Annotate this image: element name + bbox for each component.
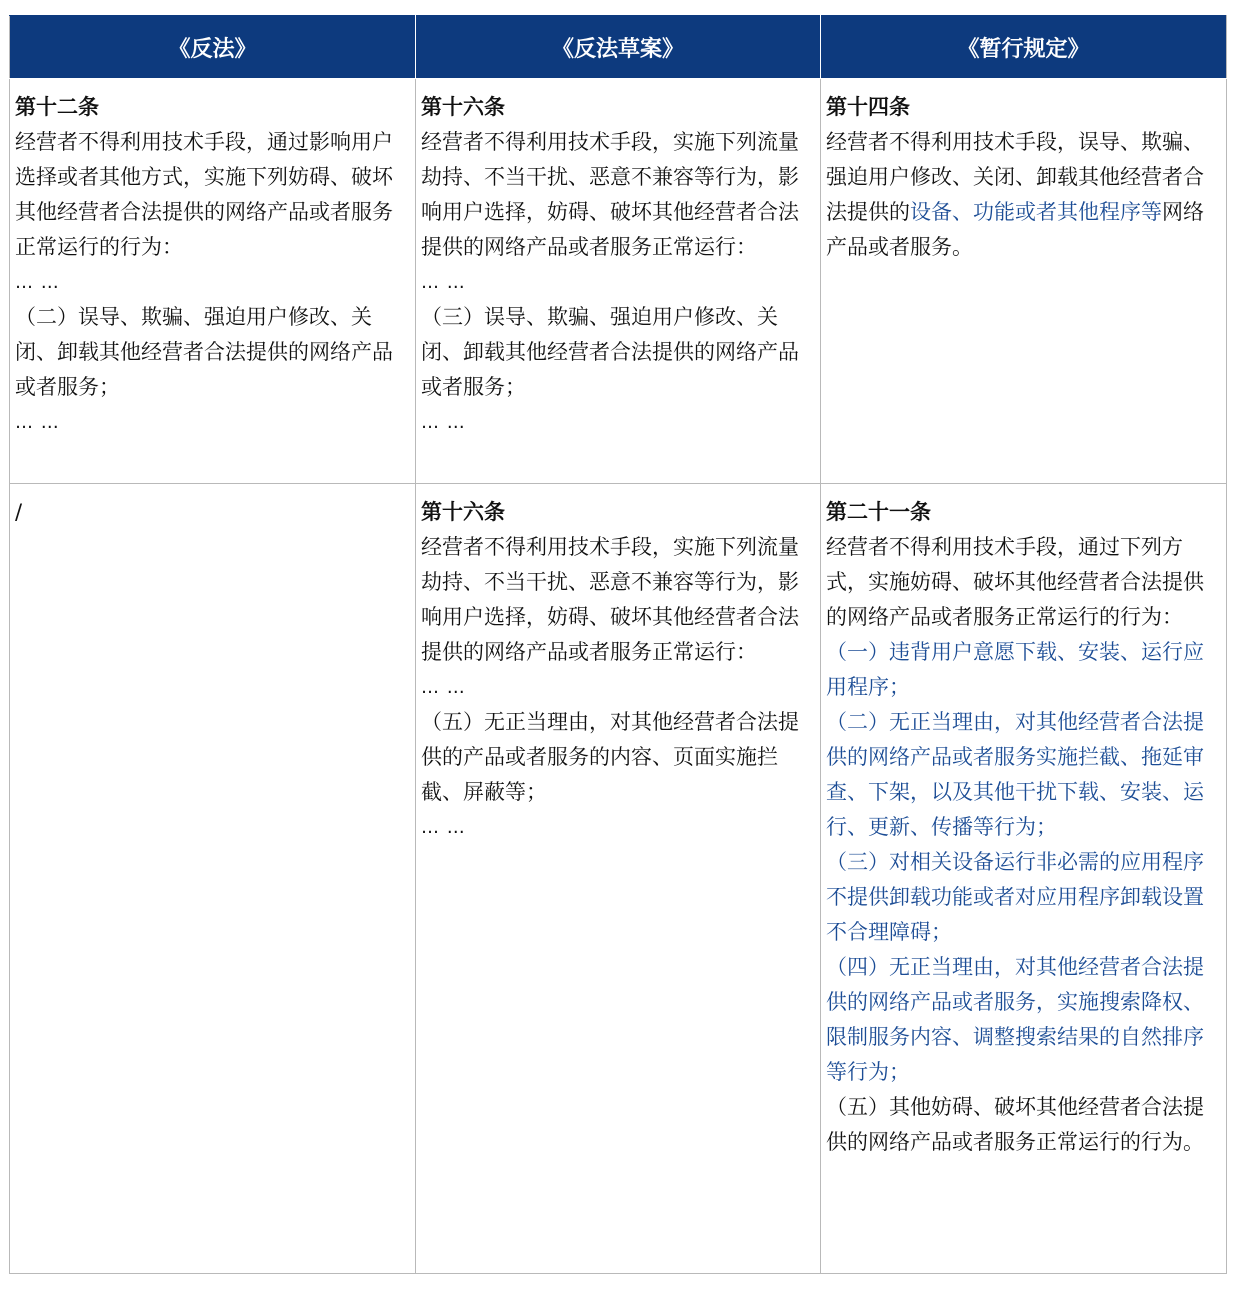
ellipsis: … … [421, 677, 466, 698]
article-number: 第十六条 [421, 95, 505, 119]
article-item: （五）无正当理由，对其他经营者合法提供的产品或者服务的内容、页面实施拦截、屏蔽等； [421, 710, 799, 804]
ellipsis: … … [15, 272, 60, 293]
header-fanfa-draft: 《反法草案》 [416, 16, 821, 79]
article-item: （三）误导、欺骗、强迫用户修改、关闭、卸载其他经营者合法提供的网络产品或者服务； [421, 305, 799, 399]
header-interim-provisions: 《暂行规定》 [821, 16, 1227, 79]
cell-row1-col3 [821, 79, 1227, 484]
ellipsis: … … [15, 412, 60, 433]
cell-row1-col2 [416, 79, 821, 484]
comparison-table [9, 15, 1227, 1274]
article-intro: 经营者不得利用技术手段，通过影响用户选择或者其他方式，实施下列妨碍、破坏其他经营者合法提供的网络产品或者服务正常运行的行为： [15, 130, 393, 259]
cell-row1-col1 [10, 79, 416, 484]
ellipsis: … … [421, 272, 466, 293]
cell-row2-col2 [416, 484, 821, 1274]
table-row [10, 79, 1227, 484]
article-number: 第十六条 [421, 500, 505, 524]
article-item: （二）误导、欺骗、强迫用户修改、关闭、卸载其他经营者合法提供的网络产品或者服务； [15, 305, 393, 399]
article-number: 第十四条 [826, 95, 910, 119]
article-text [826, 125, 1220, 265]
article-item: （四）无正当理由，对其他经营者合法提供的网络产品或者服务，实施搜索降权、限制服务内容、调整搜索结果的自然排序等行为； [826, 955, 1204, 1084]
cell-row2-col3 [821, 484, 1227, 1274]
article-item: （一）违背用户意愿下载、安装、运行应用程序； [826, 640, 1204, 699]
highlighted-text: 设备、功能或者其他程序等 [910, 200, 1162, 224]
text-before: 经营者不得利用技术手段，误导、欺骗、强迫用户修改、关闭、卸载其他经营者合法提供的 [826, 130, 1204, 224]
empty-marker: / [15, 500, 23, 524]
article-number: 第二十一条 [826, 500, 931, 524]
article-intro: 经营者不得利用技术手段，实施下列流量劫持、不当干扰、恶意不兼容等行为，影响用户选择，妨碍、破坏其他经营者合法提供的网络产品或者服务正常运行： [421, 535, 799, 664]
article-item: （三）对相关设备运行非必需的应用程序不提供卸载功能或者对应用程序卸载设置不合理障碍； [826, 850, 1204, 944]
table-row [10, 484, 1227, 1274]
article-intro: 经营者不得利用技术手段，实施下列流量劫持、不当干扰、恶意不兼容等行为，影响用户选择，妨碍、破坏其他经营者合法提供的网络产品或者服务正常运行： [421, 130, 799, 259]
article-intro: 经营者不得利用技术手段，通过下列方式，实施妨碍、破坏其他经营者合法提供的网络产品或者服务正常运行的行为： [826, 535, 1204, 629]
header-fanfa: 《反法》 [10, 16, 416, 79]
article-item: （五）其他妨碍、破坏其他经营者合法提供的网络产品或者服务正常运行的行为。 [826, 1095, 1204, 1154]
text-after: 网络产品或者服务。 [826, 200, 1204, 259]
ellipsis: … … [421, 412, 466, 433]
ellipsis: … … [421, 817, 466, 838]
header-row [10, 16, 1227, 79]
article-number: 第十二条 [15, 95, 99, 119]
cell-row2-col1 [10, 484, 416, 1274]
article-item: （二）无正当理由，对其他经营者合法提供的网络产品或者服务实施拦截、拖延审查、下架，以及其他干扰下载、安装、运行、更新、传播等行为； [826, 710, 1204, 839]
